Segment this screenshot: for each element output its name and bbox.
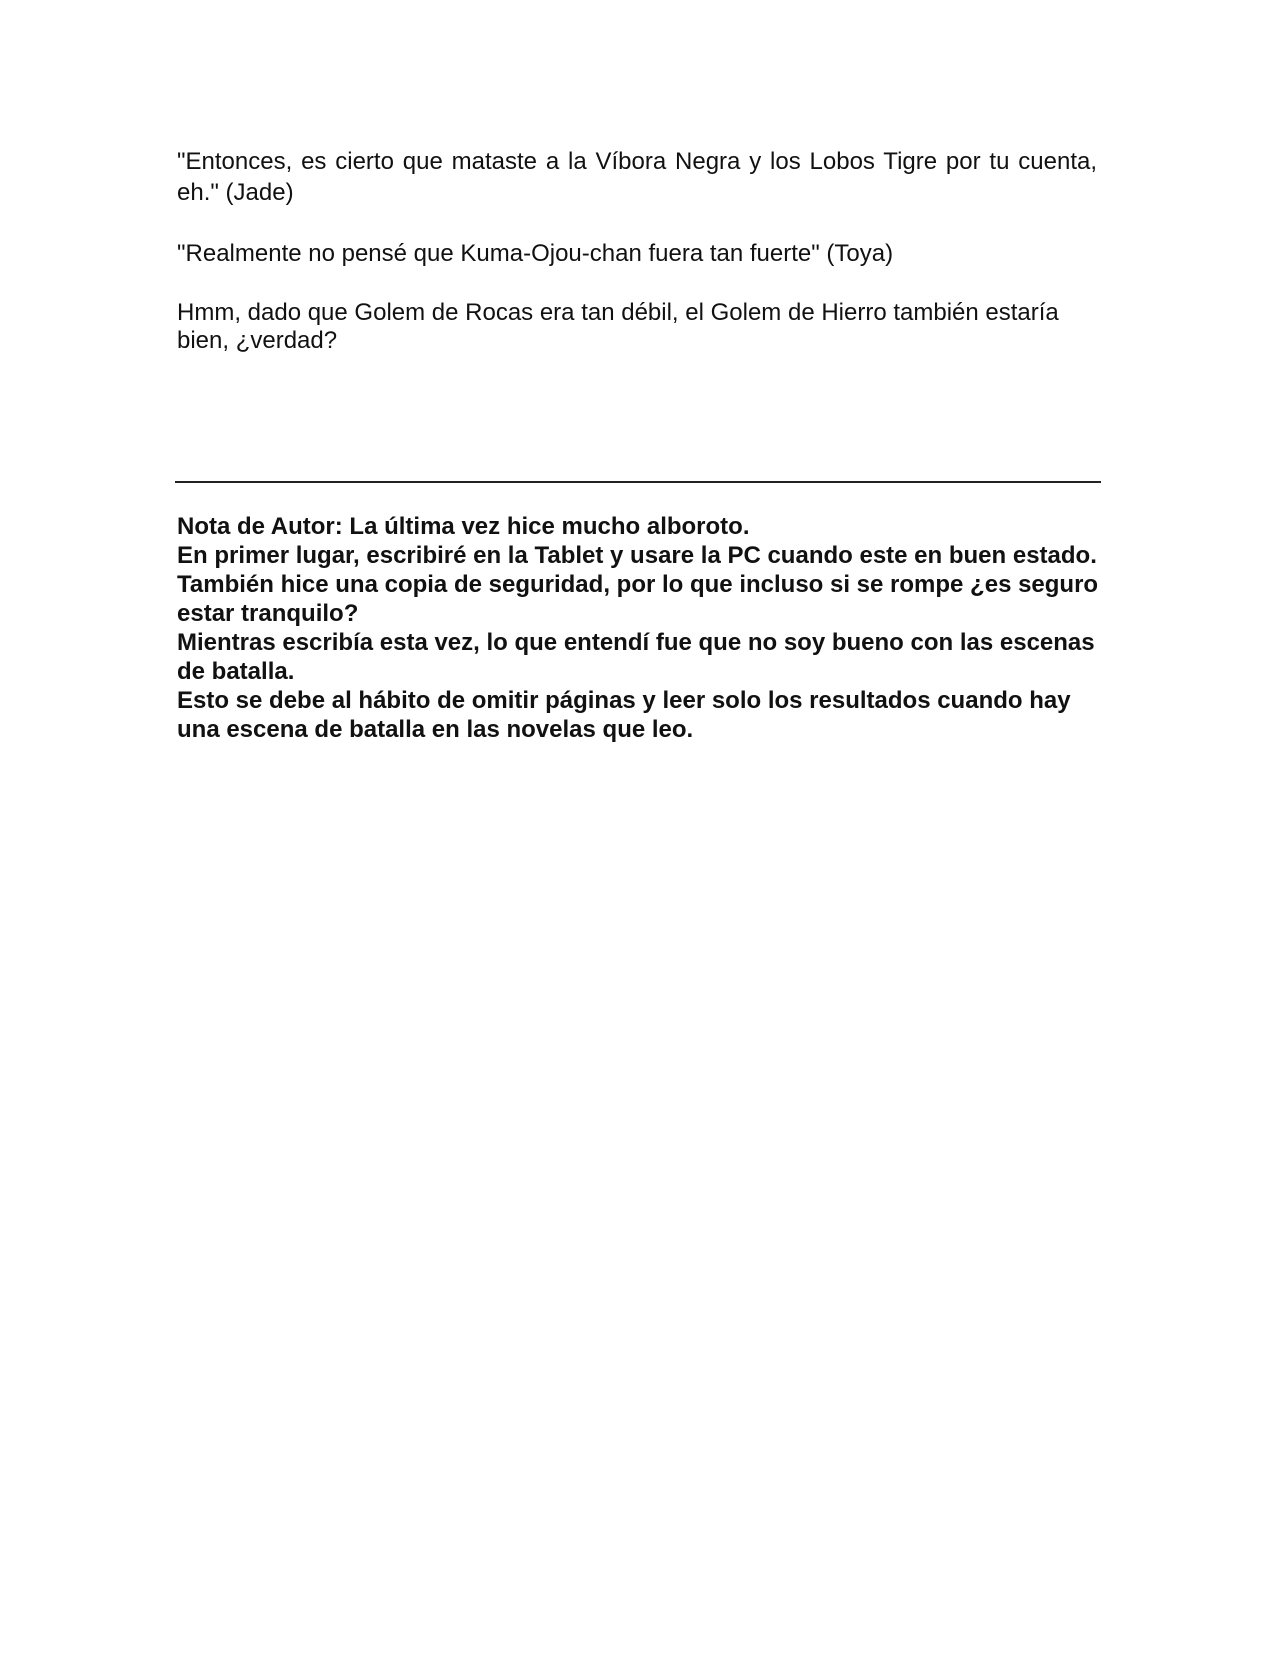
paragraph-jade-dialogue: "Entonces, es cierto que mataste a la Víbora Negra y los Lobos Tigre por tu cuenta, eh." (Jade) [177,148,1097,206]
author-note-line: Esto se debe al hábito de omitir páginas y leer solo los resultados cuando hay una escena de batalla en las novelas que leo. [177,687,1071,743]
author-note-line: En primer lugar, escribiré en la Tablet y usare la PC cuando este en buen estado. [177,542,1097,569]
paragraph-narration: Hmm, dado que Golem de Rocas era tan débil, el Golem de Hierro también estaría bien, ¿verdad? [177,299,1059,354]
story-text [177,146,1097,355]
author-note-line: Nota de Autor: La última vez hice mucho alboroto. [177,513,750,540]
author-note [177,512,1117,744]
section-divider [175,481,1101,483]
paragraph-toya-dialogue: "Realmente no pensé que Kuma-Ojou-chan fuera tan fuerte" (Toya) [177,240,894,267]
author-note-line: También hice una copia de seguridad, por lo que incluso si se rompe ¿es seguro estar tranquilo? [177,571,1099,627]
author-note-line: Mientras escribía esta vez, lo que entendí fue que no soy bueno con las escenas de batalla. [177,629,1095,685]
